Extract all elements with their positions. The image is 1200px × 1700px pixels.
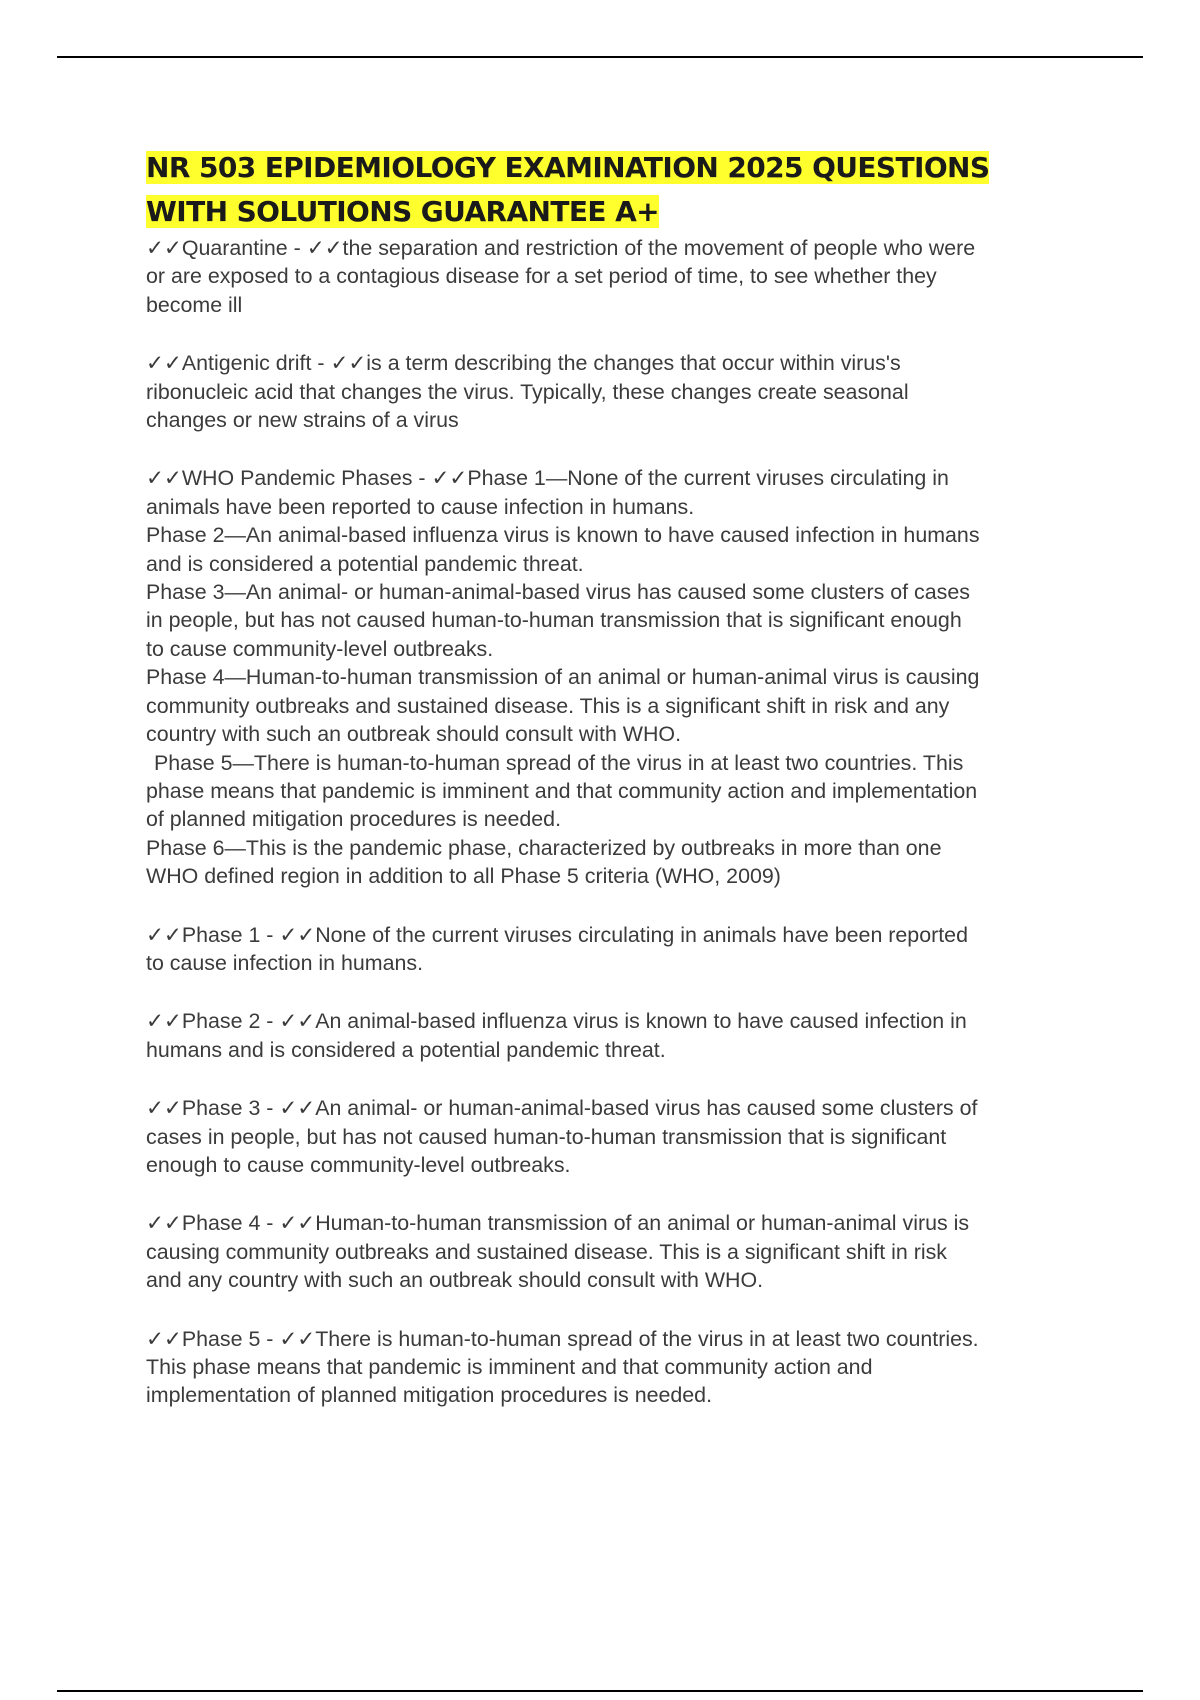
entry-line: This phase means that pandemic is imminent and that community action and bbox=[146, 1355, 873, 1379]
entry-line: Phase 3—An animal- or human-animal-based virus has caused some clusters of cases bbox=[146, 580, 970, 605]
entry-line: Phase 5—There is human-to-human spread of the virus in at least two countries. This bbox=[154, 750, 964, 775]
entry-line: ✓✓Phase 3 - ✓✓An animal- or human-animal-based virus has caused some clusters of bbox=[146, 1096, 978, 1121]
entry-line: of planned mitigation procedures is needed. bbox=[146, 807, 562, 832]
entry-line: Phase 6—This is the pandemic phase, characterized by outbreaks in more than one bbox=[146, 835, 942, 860]
entry-line: in people, but has not caused human-to-human transmission that is significant enough bbox=[146, 608, 962, 633]
document-title bbox=[146, 146, 1096, 234]
header-rule bbox=[57, 56, 1143, 58]
entry-line: humans and is considered a potential pandemic threat. bbox=[146, 1037, 666, 1062]
entry-line: changes or new strains of a virus bbox=[146, 408, 459, 433]
entry-line: ribonucleic acid that changes the virus. Typically, these changes create seasonal bbox=[146, 379, 909, 404]
entry-phase-2 bbox=[146, 1007, 1096, 1064]
entry-line: ✓✓Quarantine - ✓✓the separation and restriction of the movement of people who were bbox=[146, 236, 976, 260]
entry-line: community outbreaks and sustained disease. This is a significant shift in risk and any bbox=[146, 693, 950, 718]
entry-phase-5 bbox=[146, 1325, 1096, 1410]
entry-line: ✓✓Phase 2 - ✓✓An animal-based influenza virus is known to have caused infection in bbox=[146, 1009, 967, 1034]
entry-line: ✓✓Phase 5 - ✓✓There is human-to-human spread of the virus in at least two countries. bbox=[146, 1326, 979, 1351]
title-line-1: NR 503 EPIDEMIOLOGY EXAMINATION 2025 QUESTIONS bbox=[146, 151, 990, 184]
entry-line: to cause community-level outbreaks. bbox=[146, 636, 494, 661]
entry-line: ✓✓WHO Pandemic Phases - ✓✓Phase 1—None of the current viruses circulating in bbox=[146, 466, 949, 491]
entry-line: cases in people, but has not caused human-to-human transmission that is significant bbox=[146, 1124, 947, 1149]
entry-phase-3 bbox=[146, 1094, 1096, 1179]
entry-line: ✓✓Antigenic drift - ✓✓is a term describing the changes that occur within virus's bbox=[146, 351, 901, 376]
entry-quarantine bbox=[146, 234, 1096, 319]
entry-who-pandemic-phases bbox=[146, 464, 1096, 890]
entry-line: or are exposed to a contagious disease for a set period of time, to see whether they bbox=[146, 264, 937, 289]
entry-antigenic-drift bbox=[146, 349, 1096, 434]
entry-line: phase means that pandemic is imminent and that community action and implementation bbox=[146, 778, 978, 803]
entry-line: become ill bbox=[146, 292, 243, 317]
entry-line: animals have been reported to cause infection in humans. bbox=[146, 494, 695, 519]
entry-line: to cause infection in humans. bbox=[146, 950, 424, 975]
entry-line: and any country with such an outbreak should consult with WHO. bbox=[146, 1268, 764, 1293]
entry-phase-4 bbox=[146, 1209, 1096, 1294]
entry-line: enough to cause community-level outbreaks. bbox=[146, 1152, 571, 1177]
entry-line: ✓✓Phase 4 - ✓✓Human-to-human transmission of an animal or human-animal virus is bbox=[146, 1211, 970, 1236]
entry-line: and is considered a potential pandemic threat. bbox=[146, 551, 584, 576]
entry-phase-1 bbox=[146, 921, 1096, 978]
entry-line: ✓✓Phase 1 - ✓✓None of the current viruses circulating in animals have been reported bbox=[146, 922, 968, 947]
entry-line: causing community outbreaks and sustained disease. This is a significant shift in risk bbox=[146, 1239, 947, 1264]
entry-line: implementation of planned mitigation procedures is needed. bbox=[146, 1383, 713, 1408]
entry-line: country with such an outbreak should consult with WHO. bbox=[146, 722, 682, 747]
entry-line: WHO defined region in addition to all Phase 5 criteria (WHO, 2009) bbox=[146, 864, 781, 889]
entry-line: Phase 4—Human-to-human transmission of an animal or human-animal virus is causing bbox=[146, 665, 980, 690]
footer-rule bbox=[57, 1690, 1143, 1692]
document-body bbox=[146, 146, 1096, 1440]
entry-line: Phase 2—An animal-based influenza virus is known to have caused infection in humans bbox=[146, 523, 980, 548]
title-line-2: WITH SOLUTIONS GUARANTEE A+ bbox=[146, 195, 660, 228]
